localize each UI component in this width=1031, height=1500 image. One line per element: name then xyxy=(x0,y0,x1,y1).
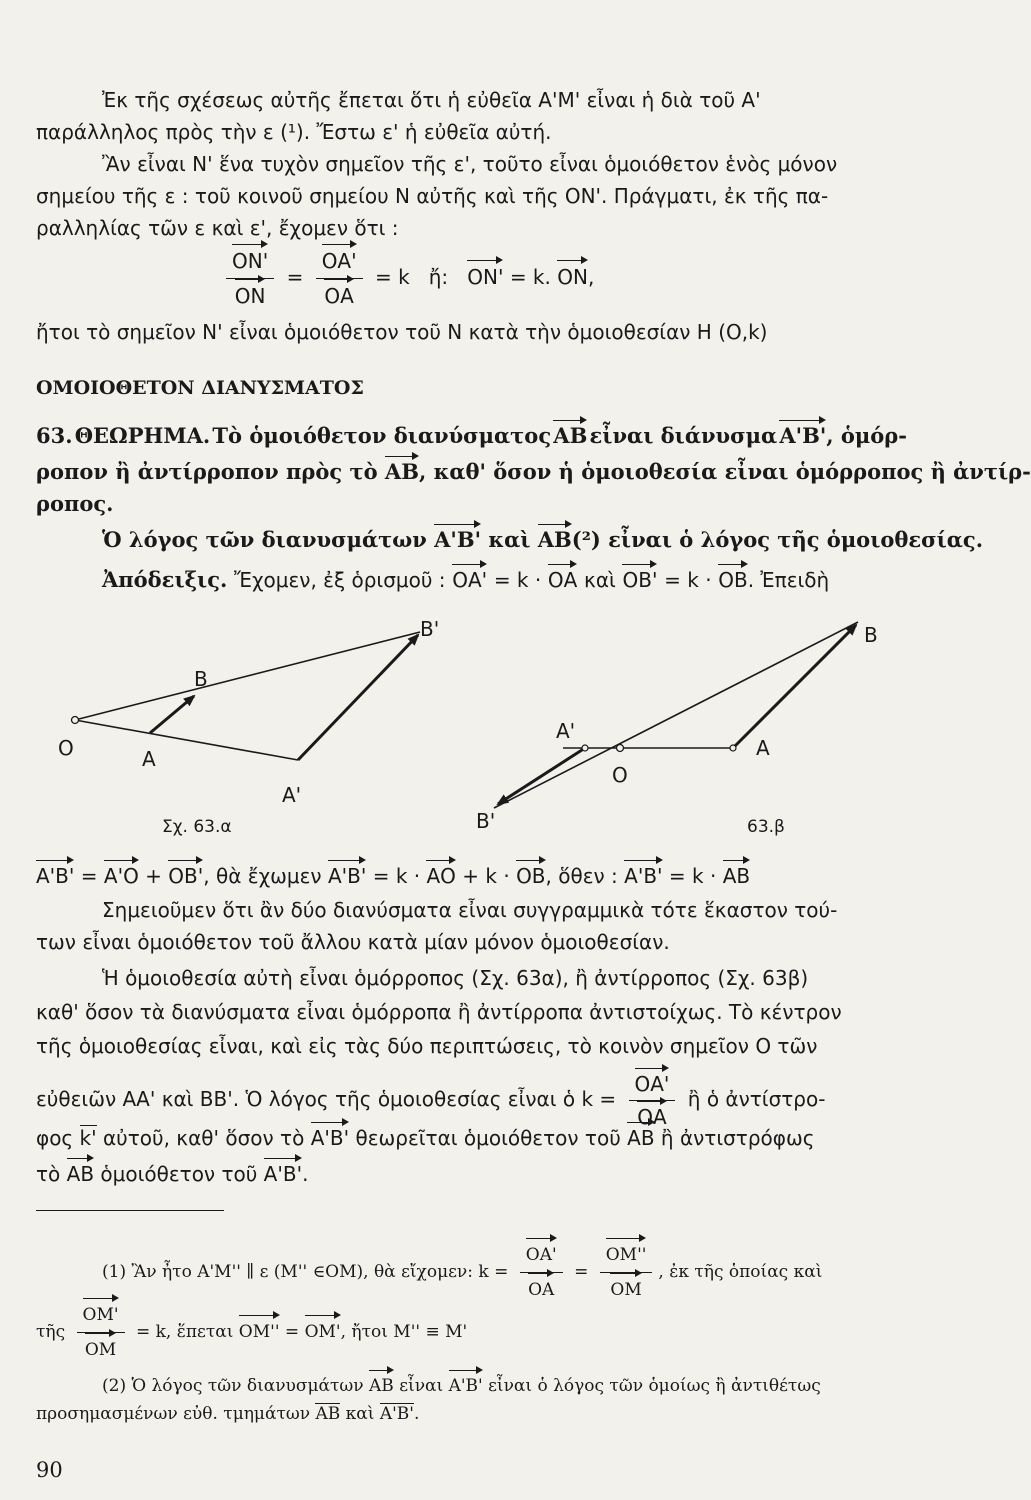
footnote-1-line1: (1) Ἂν ἦτο Α'Μ'' ∥ ε (Μ'' ∈ΟΜ), θὰ εἴχομεν: k = $\frac{OA'}{OA}$ = $\frac{OM''}{OM}$ , ἐκ τῆς ὁποίας καὶ xyxy=(102,1240,907,1305)
point-a-prime-b xyxy=(582,745,588,751)
line-ob-prime xyxy=(75,632,420,720)
para4-line2: των εἶναι ὁμοιόθετον τοῦ ἄλλου κατὰ μίαν μόνον ὁμοιοθεσίαν. xyxy=(36,930,670,954)
para4-line1: Σημειοῦμεν ὅτι ἂν δύο διανύσματα εἶναι συγγραμμικὰ τότε ἕκαστον τού- xyxy=(102,898,838,922)
para2-line3: ραλληλίας τῶν ε καὶ ε', ἔχομεν ὅτι : xyxy=(36,216,399,240)
label-b-prime-b: Β' xyxy=(476,809,496,833)
equation-2: Α'Β' = Α'Ο + ΟΒ', θὰ ἔχωμεν Α'Β' = k · ΑΟ + k · ΟΒ, ὅθεν : Α'Β' = k · ΑΒ xyxy=(36,864,751,888)
theorem-line3: ροπος. xyxy=(36,491,114,516)
caption-63b: 63.β xyxy=(747,817,785,837)
fraction-k: $\frac{OA'}{OA}$ xyxy=(629,1070,676,1131)
label-b-prime-a: Β' xyxy=(420,617,440,641)
footnote-rule xyxy=(36,1210,224,1211)
footnote-2-line1: (2) Ὁ λόγος τῶν διανυσμάτων ΑΒ εἶναι Α'Β' εἶναι ὁ λόγος τῶν ὁμοίως ἢ ἀντιθέτως xyxy=(102,1372,907,1400)
label-b-a: Β xyxy=(194,667,208,691)
theorem-line2: ροπον ἢ ἀντίρροπον πρὸς τὸ ΑΒ, καθ' ὅσον ἡ ὁμοιοθεσία εἶναι ὁμόρροπος ἢ ἀντίρ- xyxy=(36,459,1031,484)
label-o-b: Ο xyxy=(612,763,628,787)
section-title: ΟΜΟΙΟΘΕΤΟΝ ΔΙΑΝΥΣΜΑΤΟΣ xyxy=(36,377,364,399)
label-a-prime-b: Α' xyxy=(556,719,576,743)
label-a-b: Α xyxy=(756,736,770,760)
footnote-2-line2: προσημασμένων εὐθ. τμημάτων ΑΒ καὶ Α'Β'. xyxy=(36,1404,420,1424)
para5-line2: καθ' ὅσον τὰ διανύσματα εἶναι ὁμόρροπα ἢ ἀντίρροπα ἀντιστοίχως. Τὸ κέντρον xyxy=(36,1000,842,1024)
fraction-oa: $\frac{OA'}{OA}$ xyxy=(316,246,363,311)
proof-line: Ἀπόδειξις. Ἔχομεν, ἐξ ὁρισμοῦ : ΟΑ' = k · ΟΑ καὶ ΟΒ' = k · ΟΒ. Ἐπειδὴ xyxy=(102,567,830,592)
point-o-a xyxy=(72,717,79,724)
vector-ab-a xyxy=(150,696,194,733)
fraction-on: $\frac{ON'}{ON}$ xyxy=(226,246,274,311)
label-a-prime-a: Α' xyxy=(282,783,302,807)
figure-63b xyxy=(476,622,878,837)
line-b-prime-b xyxy=(494,622,858,808)
para1-line2: παράλληλος πρὸς τὴν ε (¹). Ἔστω ε' ἡ εὐθεῖα αὐτή. xyxy=(36,120,552,144)
para2-line2: σημείου τῆς ε : τοῦ κοινοῦ σημείου Ν αὐτῆς καὶ τῆς ΟΝ'. Πράγματι, ἐκ τῆς πα- xyxy=(36,184,829,208)
para3: ἤτοι τὸ σημεῖον Ν' εἶναι ὁμοιόθετον τοῦ Ν κατὰ τὴν ὁμοιοθεσίαν Η (Ο,k) xyxy=(36,320,768,344)
theorem-line4: Ὁ λόγος τῶν διανυσμάτων Α'Β' καὶ ΑΒ(²) εἶναι ὁ λόγος τῆς ὁμοιοθεσίας. xyxy=(102,527,984,552)
page-number: 90 xyxy=(36,1458,63,1482)
para5-line4: εὐθειῶν ΑΑ' καὶ ΒΒ'. Ὁ λόγος τῆς ὁμοιοθεσίας εἶναι ὁ k = $\frac{OA'}{OA}$ ἢ ὁ ἀντίστρο- xyxy=(36,1072,826,1129)
para2-line1: Ἂν εἶναι Ν' ἕνα τυχὸν σημεῖον τῆς ε', τοῦτο εἶναι ὁμοιόθετον ἑνὸς μόνον xyxy=(102,152,838,176)
para5-line3: τῆς ὁμοιοθεσίας εἶναι, καὶ εἰς τὰς δύο περιπτώσεις, τὸ κοινὸν σημεῖον Ο τῶν xyxy=(36,1034,818,1058)
vector-a-prime-b-prime-b xyxy=(498,748,585,804)
label-a-a: Α xyxy=(142,747,156,771)
point-a-b xyxy=(730,745,736,751)
figure-63a xyxy=(58,617,439,837)
para1-line1: Ἐκ τῆς σχέσεως αὐτῆς ἔπεται ὅτι ἡ εὐθεῖα Α'Μ' εἶναι ἡ διὰ τοῦ Α' xyxy=(102,88,761,112)
vector-ab-b xyxy=(733,625,856,748)
line-oa-prime xyxy=(75,720,298,760)
para5-line5: φος k' αὐτοῦ, καθ' ὅσον τὸ Α'Β' θεωρεῖται ὁμοιόθετον τοῦ ΑΒ ἢ ἀντιστρόφως xyxy=(36,1126,815,1150)
para5-line6: τὸ ΑΒ ὁμοιόθετον τοῦ Α'Β'. xyxy=(36,1162,309,1186)
equation-1: $\frac{ON'}{ON}$ = $\frac{OA'}{OA}$ = k ἤ: ΟΝ' = k. ΟΝ, xyxy=(220,246,907,311)
label-b-b: Β xyxy=(864,623,878,647)
point-o-b xyxy=(617,745,624,752)
footnote-1-line2: τῆς $\frac{OM'}{OM}$ = k, ἕπεται ΟΜ'' = ΟΜ', ἤτοι Μ'' ≡ Μ' xyxy=(36,1300,907,1365)
theorem-line1: 63. ΘΕΩΡΗΜΑ. Τὸ ὁμοιόθετον διανύσματος ΑΒ εἶναι διάνυσμα Α'Β', ὁμόρ- xyxy=(36,423,907,448)
caption-63a: Σχ. 63.α xyxy=(162,817,232,837)
vector-a-prime-b-prime-a xyxy=(298,635,418,760)
figures xyxy=(0,600,915,860)
label-o-a: Ο xyxy=(58,736,74,760)
para5-line1: Ἡ ὁμοιοθεσία αὐτὴ εἶναι ὁμόρροπος (Σχ. 63α), ἢ ἀντίρροπος (Σχ. 63β) xyxy=(102,966,809,990)
